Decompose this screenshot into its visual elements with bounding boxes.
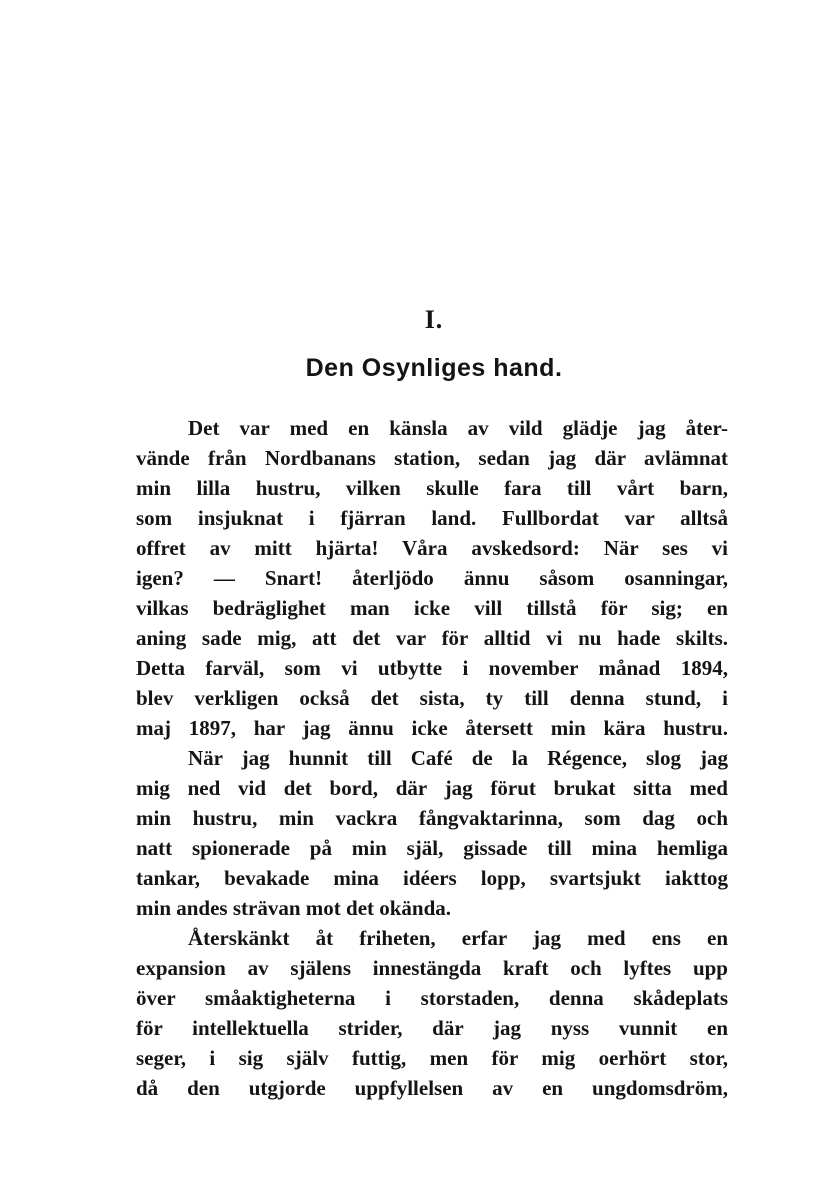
text-line: igen? — Snart! återljödo ännu såsom osanningar,: [136, 566, 728, 590]
text-line: aning sade mig, att det var för alltid vi nu hade skilts.: [136, 626, 728, 650]
text-line: offret av mitt hjärta! Våra avskedsord: När ses vi: [136, 536, 728, 560]
text-line: vände från Nordbanans station, sedan jag där avlämnat: [136, 446, 728, 470]
paragraph-3: [136, 923, 728, 1103]
text-line: mig ned vid det bord, där jag förut brukat sitta med: [136, 776, 728, 800]
text-line: När jag hunnit till Café de la Régence, slog jag: [188, 746, 728, 770]
paragraph-2: [136, 743, 728, 923]
text-line: min lilla hustru, vilken skulle fara till vårt barn,: [136, 476, 728, 500]
paragraph-1: [136, 413, 728, 743]
text-line: Återskänkt åt friheten, erfar jag med ens en: [188, 926, 728, 950]
text-line: då den utgjorde uppfyllelsen av en ungdomsdröm,: [136, 1076, 728, 1100]
text-line: tankar, bevakade mina idéers lopp, svartsjukt iakttog: [136, 866, 728, 890]
text-line: över småaktigheterna i storstaden, denna skådeplats: [136, 986, 728, 1010]
text-line: blev verkligen också det sista, ty till denna stund, i: [136, 686, 728, 710]
chapter-body: [136, 413, 728, 1103]
text-line: för intellektuella strider, där jag nyss vunnit en: [136, 1016, 728, 1040]
text-line: natt spionerade på min själ, gissade till mina hemliga: [136, 836, 728, 860]
text-line: min hustru, min vackra fångvaktarinna, som dag och: [136, 806, 728, 830]
text-line: som insjuknat i fjärran land. Fullbordat var alltså: [136, 506, 728, 530]
text-line: Detta farväl, som vi utbytte i november månad 1894,: [136, 656, 728, 680]
chapter-title: Den Osynliges hand.: [305, 354, 563, 382]
text-line: seger, i sig själv futtig, men för mig oerhört stor,: [136, 1046, 728, 1070]
text-line: expansion av själens innestängda kraft och lyftes upp: [136, 956, 728, 980]
text-line: vilkas bedräglighet man icke vill tillstå för sig; en: [136, 596, 728, 620]
text-line: maj 1897, har jag ännu icke återsett min kära hustru.: [136, 716, 728, 740]
text-line: Det var med en känsla av vild glädje jag åter-: [188, 416, 728, 440]
text-line: min andes strävan mot det okända.: [136, 896, 452, 920]
chapter-number: I.: [424, 305, 444, 334]
